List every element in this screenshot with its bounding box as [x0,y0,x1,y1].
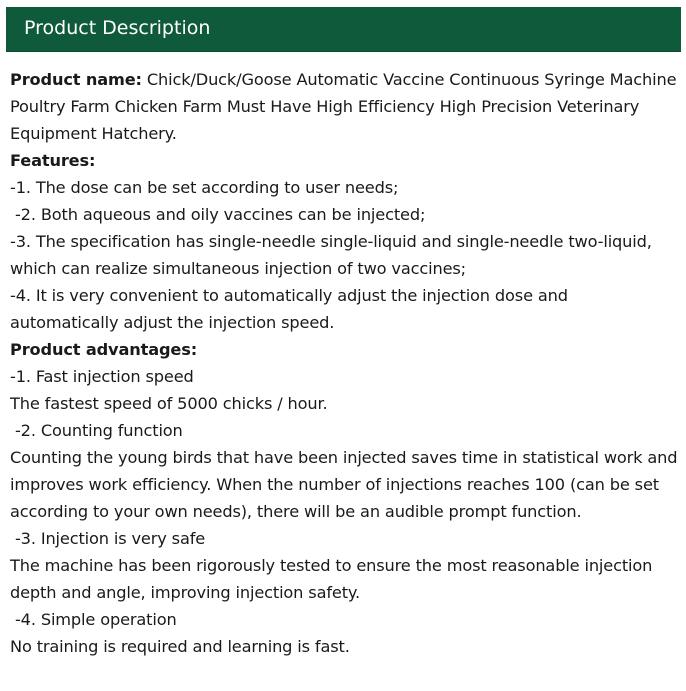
advantage-title: -2. Counting function [10,421,183,440]
product-name-paragraph [10,66,678,147]
product-name-text: Chick/Duck/Goose Automatic Vaccine Continuous Syringe Machine Poultry Farm Chicken Farm Must Have High Efficiency High Precision Veterinary Equipment Hatchery. [10,70,677,143]
section-title: Product Description [24,17,211,39]
advantage-body: Counting the young birds that have been injected saves time in statistical work and improves work efficiency. When the number of injections reaches 100 (can be set according to your own needs), there will be an audible prompt function. [10,448,678,521]
feature-item: -4. It is very convenient to automatically adjust the injection dose and automatically adjust the injection speed. [10,286,568,332]
product-description-body [10,66,678,660]
product-name-label: Product name: [10,70,142,89]
advantage-title: -4. Simple operation [10,610,177,629]
advantages-heading: Product advantages: [10,340,198,359]
advantage-body: The machine has been rigorously tested to ensure the most reasonable injection depth and angle, improving injection safety. [10,556,653,602]
advantage-title: -1. Fast injection speed [10,367,194,386]
feature-item: -3. The specification has single-needle single-liquid and single-needle two-liquid, which can realize simultaneous injection of two vaccines; [10,232,652,278]
advantage-body: The fastest speed of 5000 chicks / hour. [10,394,328,413]
advantage-title: -3. Injection is very safe [10,529,206,548]
feature-item: -1. The dose can be set according to user needs; [10,178,399,197]
features-heading: Features: [10,151,96,170]
advantage-body: No training is required and learning is fast. [10,637,350,656]
section-header [6,7,681,52]
feature-item: -2. Both aqueous and oily vaccines can be injected; [10,205,426,224]
